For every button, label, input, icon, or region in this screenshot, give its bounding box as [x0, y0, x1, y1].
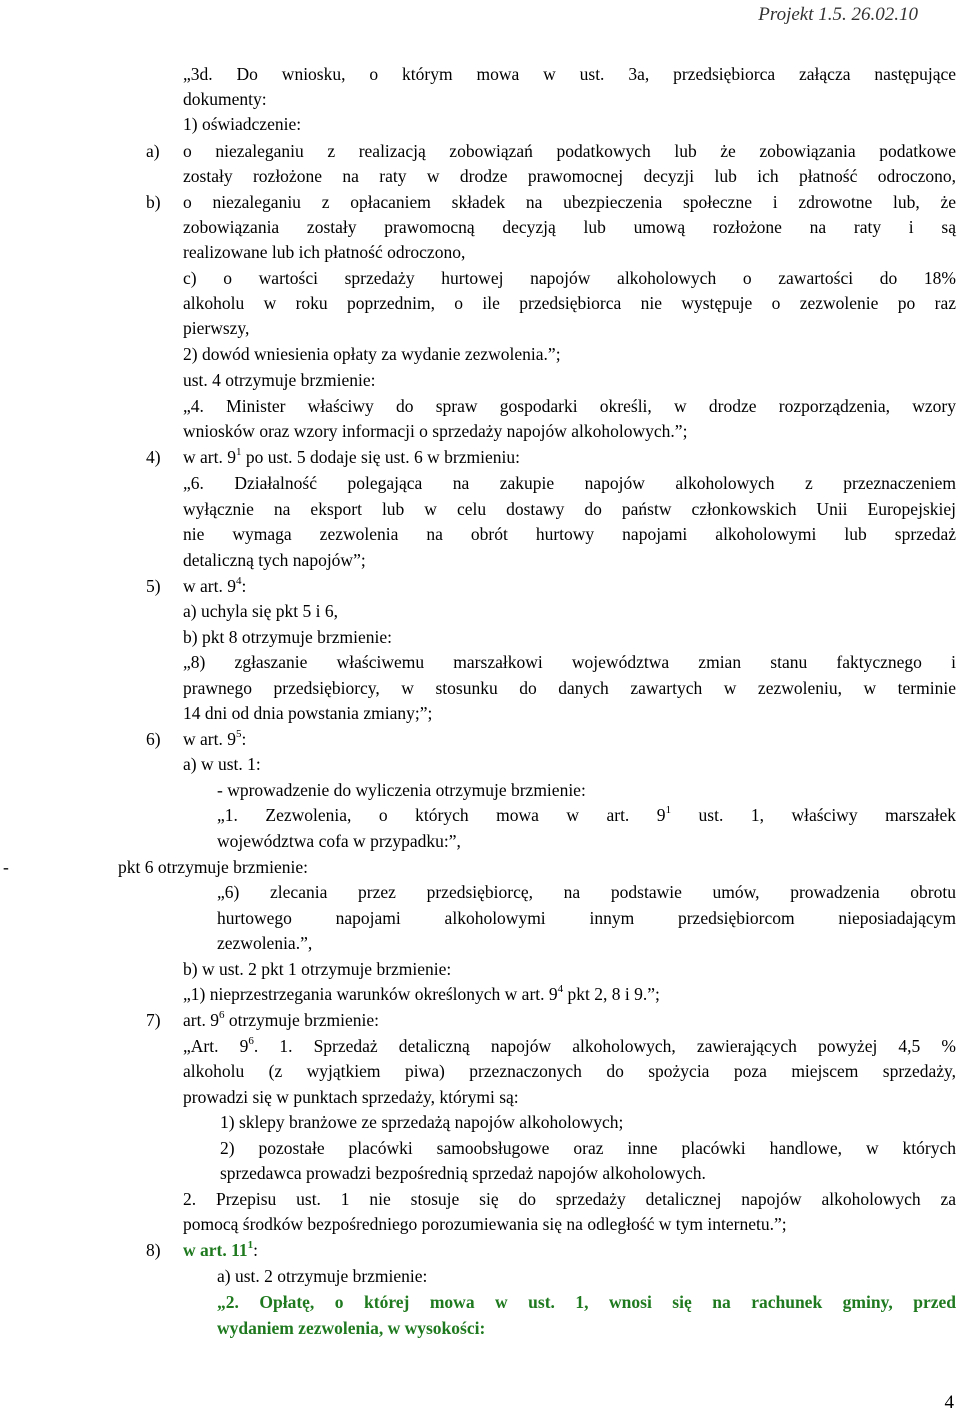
text-line: wniosków oraz wzory informacji o sprzedaży napojów alkoholowych.”; [183, 421, 688, 441]
text-line: 2) pozostałe placówki samoobsługowe oraz inne placówki handlowe, w których [220, 1138, 956, 1158]
text-line: sprzedawca prowadzi bezpośrednią sprzedaż napojów alkoholowych. [220, 1163, 706, 1183]
text-line: pomocą środków bezpośredniego porozumiewania się na odległość w tym internetu.”; [183, 1214, 787, 1234]
text-line: „2. Opłatę, o której mowa w ust. 1, wnosi się na rachunek gminy, przed [217, 1292, 956, 1312]
text-line: a) w ust. 1: [183, 754, 261, 774]
text-line: w art. $9^1$ po ust. 5 dodaje się ust. 6 w brzmieniu: [183, 446, 520, 467]
text-line: detaliczną tych napojów”; [183, 550, 366, 570]
text-line: nie wymaga zezwolenia na obrót hurtowy napojami alkoholowymi lub sprzedaż [183, 524, 956, 544]
text-line: prowadzi się w punktach sprzedaży, którymi są: [183, 1087, 519, 1107]
text-line: w art. $11^1$: [183, 1239, 259, 1260]
text-line: województwa cofa w przypadku:”, [217, 831, 461, 851]
text-line: „3d. Do wniosku, o którym mowa w ust. 3a, przedsiębiorca załącza następujące [183, 64, 956, 84]
text-line: b) w ust. 2 pkt 1 otrzymuje brzmienie: [183, 959, 452, 979]
text-line: alkoholu (z wyjątkiem piwa) przeznaczonych do spożycia poza miejscem sprzedaży, [183, 1061, 956, 1081]
text-line: „4. Minister właściwy do spraw gospodarki określi, w drodze rozporządzenia, wzory [183, 396, 956, 416]
text-line: pierwszy, [183, 318, 250, 338]
text-line: 2. Przepisu ust. 1 nie stosuje się do sprzedaży detalicznej napojów alkoholowych za [183, 1189, 956, 1209]
page-number: 4 [944, 1392, 954, 1413]
text-line: 14 dni od dnia powstania zmiany;”; [183, 703, 433, 723]
text-line: prawnego przedsiębiorcy, w stosunku do danych zawartych w zezwoleniu, w terminie [183, 678, 956, 698]
text-line: 1) oświadczenie: [183, 114, 302, 134]
text-line: wydaniem zezwolenia, w wysokości: [217, 1318, 486, 1338]
item-label: 4) [146, 447, 161, 467]
text-line: „8) zgłaszanie właściwemu marszałkowi województwa zmian stanu faktycznego i [183, 652, 956, 672]
text-line: wyłącznie na eksport lub w celu dostawy do państw członkowskich Unii Europejskiej [183, 499, 956, 519]
item-label: b) [146, 192, 161, 212]
text-line: pkt 6 otrzymuje brzmienie: [118, 857, 309, 877]
text-line: o niezaleganiu z opłacaniem składek na ubezpieczenia społeczne i zdrowotne lub, że [183, 192, 956, 212]
text-line: 1) sklepy branżowe ze sprzedażą napojów alkoholowych; [220, 1112, 624, 1132]
text-line: hurtowego napojami alkoholowymi innym przedsiębiorcom nieposiadającym [217, 908, 956, 928]
item-label: 6) [146, 729, 161, 749]
text-line: dokumenty: [183, 89, 267, 109]
text-line: ust. 4 otrzymuje brzmienie: [183, 370, 376, 390]
item-label: 5) [146, 576, 161, 596]
text-line: b) pkt 8 otrzymuje brzmienie: [183, 627, 392, 647]
text-line: w art. $9^5$: [183, 728, 247, 749]
text-line: o niezaleganiu z realizacją zobowiązań podatkowych lub że zobowiązania podatkowe [183, 141, 956, 161]
text-line: „1. Zezwolenia, o których mowa w art. $9^1$ ust. 1, właściwy marszałek [217, 804, 956, 825]
text-line: art. $9^6$ otrzymuje brzmienie: [183, 1009, 379, 1030]
item-label: 7) [146, 1010, 161, 1030]
item-label: 8) [146, 1240, 161, 1260]
text-line: a) uchyla się pkt 5 i 6, [183, 601, 339, 621]
text-line: zezwolenia.”, [217, 933, 313, 953]
text-line: „1) nieprzestrzegania warunków określonych w art. $9^4$ pkt 2, 8 i 9.”; [183, 983, 660, 1004]
document-header: Projekt 1.5. 26.02.10 [758, 4, 918, 25]
text-line: zobowiązania zostały prawomocną decyzją lub umową rozłożone na raty i są [183, 217, 956, 237]
text-line: a) ust. 2 otrzymuje brzmienie: [217, 1266, 428, 1286]
text-line: c) o wartości sprzedaży hurtowej napojów alkoholowych o zawartości do 18% [183, 268, 956, 288]
text-line: „6) zlecania przez przedsiębiorcę, na podstawie umów, prowadzenia obrotu [217, 882, 956, 902]
text-line: alkoholu w roku poprzednim, o ile przedsiębiorca nie występuje o zezwolenie po raz [183, 293, 956, 313]
text-line: „Art. $9^6$. 1. Sprzedaż detaliczną napojów alkoholowych, zawierających powyżej 4,5 % [183, 1035, 956, 1056]
text-line: 2) dowód wniesienia opłaty za wydanie zezwolenia.”; [183, 344, 561, 364]
text-line: „6. Działalność polegająca na zakupie napojów alkoholowych z przeznaczeniem [183, 473, 956, 493]
text-line: - wprowadzenie do wyliczenia otrzymuje brzmienie: [217, 780, 586, 800]
text-line: w art. $9^4$: [183, 575, 247, 596]
dash-marker: - [3, 857, 9, 877]
text-line: realizowane lub ich płatność odroczono, [183, 242, 466, 262]
text-line: zostały rozłożone na raty w drodze prawomocnej decyzji lub ich płatność odroczono, [183, 166, 956, 186]
item-label: a) [146, 141, 160, 161]
